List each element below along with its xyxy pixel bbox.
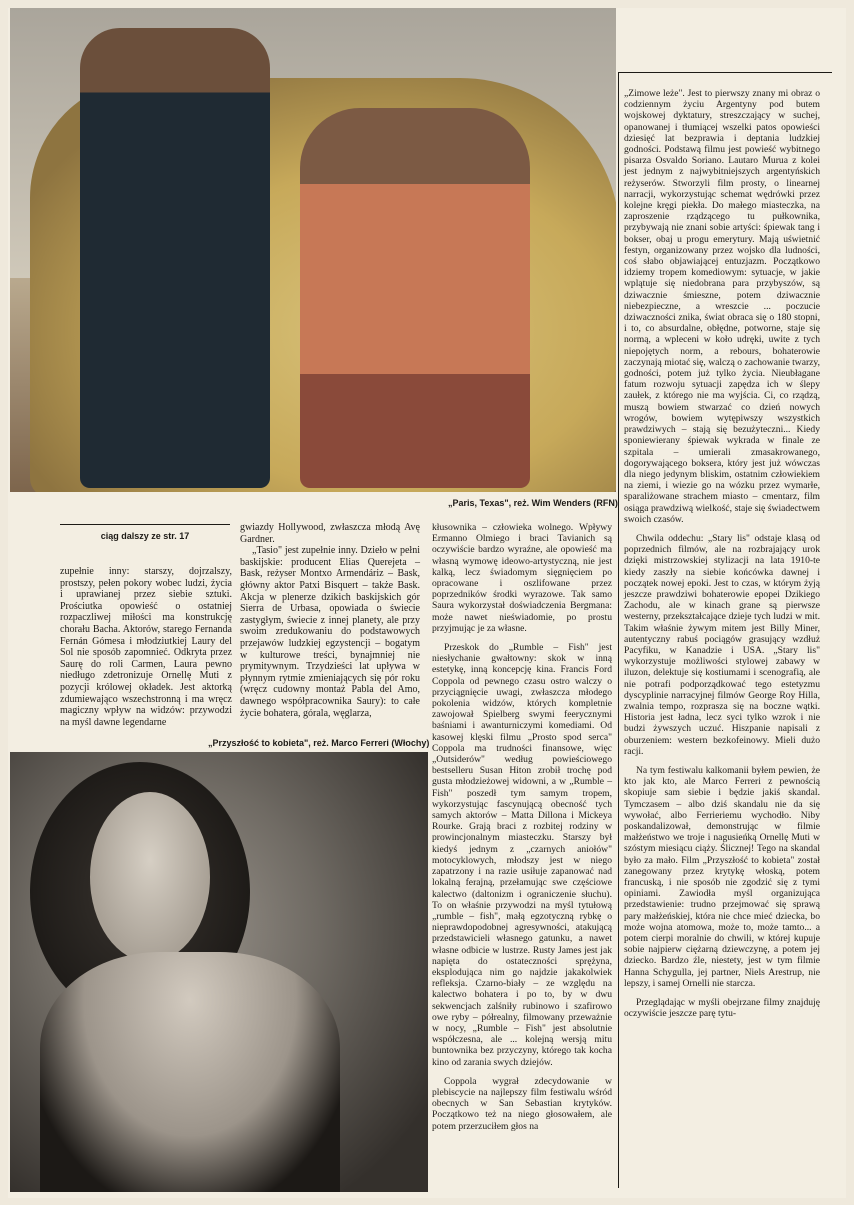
- text-column-4: [624, 88, 820, 1019]
- paragraph: gwiazdy Hollywood, zwłaszcza młodą Avę Gardner.: [240, 522, 420, 545]
- photo-body: [40, 952, 340, 1192]
- continued-label: ciąg dalszy ze str. 17: [60, 524, 230, 541]
- photo-man-right: [300, 108, 530, 488]
- paragraph: Przeglądając w myśli obejrzane filmy znajduję oczywiście jeszcze parę tytu-: [624, 997, 820, 1020]
- photo-przyszlosc-to-kobieta: [10, 752, 428, 1192]
- photo-man-left: [80, 28, 270, 488]
- column-rule: [618, 72, 619, 1188]
- paragraph: „Tasio" jest zupełnie inny. Dzieło w pełni baskijskie: producent Elias Querejeta – Bask, reżyser Montxo Armendáriz – Bask, główny aktor Patxi Bisquert – także Bask. Akcja w plenerze dzikich baskijskich gór Sierra de Urbasa, opowiada o świecie zastygłym, świecie z innej planety, ale przy swoim zredukowaniu do podstawowych przejawów ludzkiej egzystencji – bogatym w kulturowe treści, bynajmniej nie prymitywnym. Trzydzieści lat upływa w płynnym rytmie zmieniających się pór roku (wręcz cudowny montaż Pabla del Amo, dawnego współpracownika Saury): to całe życie bohatera, górala, węglarza,: [240, 545, 420, 719]
- text-column-3: [432, 522, 612, 1132]
- text-column-2: [240, 522, 420, 719]
- paragraph: Przeskok do „Rumble – Fish" jest niesłychanie gwałtowny: skok w inną estetykę, inną koncepcję kina. Francis Ford Coppola od pewnego czasu ostro walczy o przyciągnięcie uwagi, zwłaszcza młodego pokolenia widzów, których kompletnie zawojował Spielberg swymi feerycznymi baśniami i awanturniczymi komediami. Od kasowej klęski filmu „Prosto spod serca" Coppola ma trudności finansowe, więc „Outsiderów" według powieściowego bestselleru Susan Hiton zrobił trochę pod gusta młodzieżowej widowni, a w „Rumble – Fish" poszedł tym samym tropem, wykorzystując fascynującą obecność tych samych aktorów – Matta Dillona i Mickeya Rourke. Grają braci z rozbitej rodziny w prowincjonalnym miasteczku. Starszy był kiedyś jednym z „czarnych aniołów" motocyklowych, młodszy jest w niego zapatrzony i na razie usiłuje zapanować nad lokalną ferajną, przełamując swe częściowe kalectwo (daltonizm i ograniczenie słuchu). To on właśnie przywodzi na myśl tytułową „rumble – fish", małą egzotyczną rybkę o nieprawdopodobnej agresywności, atakującą przedstawicieli własnego gatunku, a nawet własne odbicie w lustrze. Rusty James jest jak napięta do ostateczności sprężyna, eksplodująca nim go najdzie jakakolwiek refleksja. Czarno-biały – ze względu na kalectwo bohatera i po to, by w dwu sekwencjach zalśniły rubinowo i szafirowo owe ryby – półrealny, filmowany przeważnie w nocy, „Rumble – Fish" jest absolutnie współczesna, ale ... kolejną wersją mitu buntownika bez przyczyny, którego tak kocha kino od zarania swych dziejów.: [432, 642, 612, 1068]
- photo-paris-texas: [10, 8, 616, 492]
- paragraph: zupełnie inny: starszy, dojrzalszy, prostszy, pełen pokory wobec ludzi, życia i uprawianej przez siebie sztuki. Prościutka opowieść o ostatniej rozpaczliwej miłości ma konstrukcję chorału Bacha. Aktorów, starego Fernanda Fernán Gómesa i młodziutkiej Laury del Sol nie sposób zapomnieć. Odkryta przez Saurę do roli Carmen, Laura pewno niedługo zdetronizuje Ornellę Muti z pozycji królowej okładek. Jest aktorką zdumiewająco wszechstronną i ma wręcz magiczny wpływ na widzów: przywodzi na myśl dawne legendarne: [60, 566, 232, 728]
- paragraph: kłusownika – człowieka wolnego. Wpływy Ermanno Olmiego i braci Tavianich są oczywiście bardzo wyraźne, ale opowieść ma własną wymowę ideowo-artystyczną, nie jest kalką, lecz świadomym sięgnięciem po opracowane i oszlifowane przez poprzedników środki wyrazowe. Tak samo Saura wykorzystał doświadczenia Bergmana: może nawet nieświadomie, po prostu przyjmując je za własne.: [432, 522, 612, 634]
- caption-przyszlosc: „Przyszłość to kobieta", reż. Marco Ferreri (Włochy): [208, 738, 430, 748]
- paragraph: Chwila oddechu: „Stary lis" odstaje klasą od poprzednich filmów, ale na rozbrajający urok dzięki mistrzowskiej stylizacji na lata 1910-te kiedy zaszły na siebie końcówka dawnej i początek nowej epoki. Jest to czas, w którym żyją jeszcze prawdziwi bohaterowie epopei Dzikiego Zachodu, ale w kinach grane są pierwsze westerny, przekształcające dzieje tych ludzi w mit. Takim właśnie żywym mitem jest Billy Miner, autentyczny rabuś pociągów grasujący wzdłuż Pacyfiku, w Kanadzie i USA. „Stary lis" wykorzystuje możliwości stylowej zabawy w iluzon, delektuje się kostiumami i scenografią, ale nie potrafi podporządkować tego estetyzmu dyscyplinie narracyjnej filmów George Roy Hilla, zwalnia tempo, rozprasza się na boczne wątki. Historia jest ładna, lecz syci tylko wzrok i nie budzi żywszych uczuć. Hiszpanie napisali z oburzeniem: western bezkofeinowy. Mieli dużo racji.: [624, 532, 820, 757]
- text-column-1: [60, 566, 232, 728]
- photo-face: [90, 792, 210, 962]
- caption-paris-texas: „Paris, Texas", reż. Wim Wenders (RFN): [448, 498, 618, 508]
- paragraph: Coppola wygrał zdecydowanie w plebiscycie na najlepszy film festiwalu wśród obecnych w San Sebastian krytyków. Początkowo też na niego głosowałem, ale potem przerzuciłem głos na: [432, 1075, 612, 1132]
- top-rule: [618, 72, 832, 73]
- paragraph: „Zimowe leże". Jest to pierwszy znany mi obraz o codziennym życiu Argentyny pod butem wojskowej dyktatury, streszczający w suchej, opanowanej i tłumiącej wszelki patos opowieści dziesięć lat bezprawia i deptania ludzkiej godności. Podstawą filmu jest powieść wybitnego pisarza Osvaldo Soriano. Lautaro Murua z kolei jest jednym z najwybitniejszych argentyńskich reżyserów. Stworzyli film prosty, o linearnej narracji, wykorzystując schemat wędrówki przez kolejne kręgi piekła. Do małego miasteczka, na zaproszenie rządzącego tu pułkownika, przybywają nie znani sobie artyści: śpiewak tang i bokser, obaj u progu emerytury. Mają uświetnić festyn, organizowany przez wojsko dla ludności, coś słabo objawiającej entuzjazm. Początkowo idziemy tropem komediowym: sytuacje, w jakie wplątuje się niedobrana para przybyszów, są dziwacznie śmieszne, potem dziwacznie niebezpieczne, a wreszcie ... poczucie dziwaczności znika, świat obraca się o 180 stopni, i to, co absurdalne, obłędne, potworne, staje się normą, a wpleceni w koło udręki, uwite z tych niepojętych norm, a rebours, bohaterowie zaczynają miotać się, walczą o zachowanie twarzy, godności, potem już tylko życia. Nieubłagane fatum rozwoju sytuacji zapędza ich w ślepy zaułek, z którego nie ma wyjścia. Ci, co rządzą, muszą bowiem stwarzać co dzień nowych wrogów, bowiem wytępiwszy wszystkich prawdziwych – stają się bezużyteczni... Kiedy sponiewierany śpiewak wykrada w finale ze szpitala – umierali zmasakrowanego, dogorywającego boksera, który jest już wówczas dla niego jedynym bliskim, ostatnim człowiekiem na ziemi, i wiezie go na wózku przez wymarłe, sparaliżowane strachem miasto – cmentarz, film osiąga prawdziwą wielkość, staje się świadectwem swoich czasów.: [624, 88, 820, 525]
- paragraph: Na tym festiwalu kalkomanii byłem pewien, że kto jak kto, ale Marco Ferreri z pewnością skopiuje sam siebie i będzie jakiś skandal. Tymczasem – albo dziś skandalu nie da się wywołać, albo Ferrieriemu wychodło. Niby poskandalizował, demonstrując w filmie małżeństwo we troje i nagusieńką Ornellę Muti w szóstym miesiącu ciąży. Ślicznej! Tego na skandal było za mało. Film „Przyszłość to kobieta" został zanegowany przez krytykę włoską, potem francuską, i nie sposób nie zgodzić się z tymi opiniami. Zawiodła myśl organizująca przedstawienie: trudno przejmować się sprawą pary małżeńskiej, która nie chce mieć dziecka, bo może wojna atomowa, może to, może tamto... a potem cierpi moralnie do chwili, w której kupuje sobie najpierw ciężarną dziewczynę, a potem jej dziecko. Bardzo źle, niestety, jest w tym filmie Hanna Schygulla, jej partner, Niels Arestrup, nie lepszy, i samej Ornelli nie starcza.: [624, 764, 820, 989]
